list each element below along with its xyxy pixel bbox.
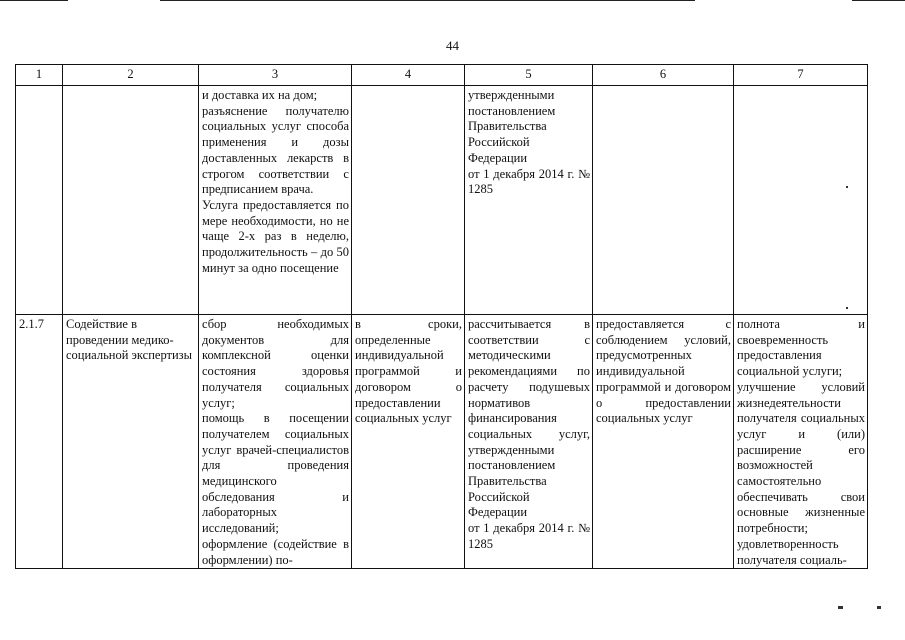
cell-service-description: сбор необходимых документов для комплексной оценки состояния здоровья получателя социальных услуг; помощь в посещении получателем социальных услуг врачей-специалистов для проведения медицинского обследования и лабораторных исследований; оформление (содействие в оформлении) по- [199, 315, 352, 569]
services-table [15, 64, 868, 569]
page-number: 44 [446, 38, 459, 53]
column-header-5: 5 [465, 65, 593, 86]
column-header-4: 4 [352, 65, 465, 86]
cell-number: 2.1.7 [16, 315, 63, 569]
scan-speck [838, 606, 843, 609]
column-header-7: 7 [734, 65, 868, 86]
cell-service-name [63, 86, 199, 315]
cell-provision-conditions: предоставляется с соблюдением условий, предусмотренных индивидуальной программой и договором о предоставлении социальных услуг [593, 315, 734, 569]
scan-speck [846, 186, 848, 188]
cell-provision-terms: в сроки, определенные индивидуальной программой и договором о предоставлении социальных услуг [352, 315, 465, 569]
cell-funding-norm: рассчитывается в соответствии с методическими рекомендациями по расчету подушевых нормативов финансирования социальных услуг, утвержденными постановлением Правительства Российской Федерации от 1 декабря 2014 г. № 1285 [465, 315, 593, 569]
header-row [16, 65, 868, 86]
cell-quality-indicators: полнота и своевременность предоставления социальной услуги; улучшение условий жизнедеятельности получателя социальных услуг и (или) расширение его возможностей самостоятельно обеспечивать свои основные жизненные потребности; удовлетворенность получателя социаль- [734, 315, 868, 569]
top-rule-left [0, 0, 68, 1]
column-header-3: 3 [199, 65, 352, 86]
table-row [16, 315, 868, 569]
scan-speck [877, 606, 881, 609]
cell-number [16, 86, 63, 315]
scan-speck [846, 307, 848, 309]
cell-funding-norm: утвержденными постановлением Правительства Российской Федерации от 1 декабря 2014 г. № 1285 [465, 86, 593, 315]
cell-service-description: и доставка их на дом; разъяснение получателю социальных услуг способа применения и дозы доставленных лекарств в строгом соответствии с предписанием врача. Услуга предоставляется по мере необходимости, но не чаще 2-х раз в неделю, продолжительность – до 50 минут за одно посещение [199, 86, 352, 315]
top-rule-right [852, 0, 905, 1]
column-header-6: 6 [593, 65, 734, 86]
cell-provision-terms [352, 86, 465, 315]
column-header-1: 1 [16, 65, 63, 86]
cell-quality-indicators [734, 86, 868, 315]
column-header-2: 2 [63, 65, 199, 86]
table-row [16, 86, 868, 315]
cell-provision-conditions [593, 86, 734, 315]
top-rule-center [160, 0, 695, 1]
cell-service-name: Содействие в проведении медико-социальной экспертизы [63, 315, 199, 569]
